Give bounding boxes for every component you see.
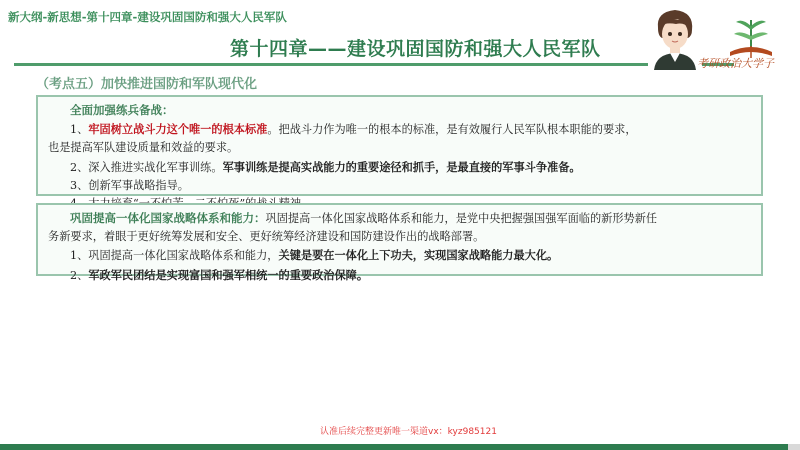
item-number: 2、 bbox=[70, 268, 89, 282]
section-title: （考点五）加快推进国防和军队现代化 bbox=[36, 77, 258, 92]
list-item: 3、创新军事战略指导。 bbox=[70, 178, 189, 192]
bold-text: 军政军民团结是实现富国和强军相统一的重要政治保障。 bbox=[88, 267, 369, 282]
list-item bbox=[48, 158, 753, 177]
title-underline bbox=[14, 63, 734, 66]
list-item bbox=[48, 120, 753, 139]
item-text: 2、深入推进实战化军事训练。 bbox=[70, 160, 223, 174]
video-progress-bar[interactable] bbox=[0, 444, 800, 450]
content-box-strategy bbox=[36, 203, 763, 282]
box-heading-text: 巩固提高一体化国家战略体系和能力： bbox=[70, 211, 266, 225]
logo-text: 考研政治大学子 bbox=[697, 57, 774, 70]
watermark-text: 认准后续完整更新唯一渠道vx：kyz985121 bbox=[320, 427, 497, 437]
progress-fill bbox=[0, 444, 788, 450]
item-number: 1、 bbox=[70, 123, 89, 137]
intro-continuation: 务新要求，着眼于更好统筹发展和安全、更好统筹经济建设和国防建设作出的战略部署。 bbox=[48, 230, 485, 244]
box-heading-text: 全面加强练兵备战： bbox=[70, 103, 174, 117]
highlight-red-text: 牢固树立战斗力这个唯一的根本标准 bbox=[88, 122, 268, 137]
bold-text: 军事训练是提高实战能力的重要途径和抓手，是最直接的军事斗争准备。 bbox=[222, 159, 581, 174]
box-heading bbox=[48, 101, 753, 120]
content-box-training bbox=[36, 95, 763, 196]
avatar bbox=[648, 6, 702, 70]
chapter-title: 第十四章——建设巩固国防和强大人民军队 bbox=[230, 38, 601, 60]
intro-text: 巩固提高一体化国家战略体系和能力，是党中央把握强国强军面临的新形势新任 bbox=[265, 212, 658, 225]
list-item bbox=[48, 246, 753, 265]
breadcrumb: 新大纲-新思想-第十四章-建设巩固国防和强大人民军队 bbox=[8, 10, 287, 24]
item-text: 。把战斗力作为唯一的根本的标准，是有效履行人民军队根本职能的要求， bbox=[267, 123, 637, 137]
item-text: 1、巩固提高一体化国家战略体系和能力， bbox=[70, 249, 279, 263]
list-item bbox=[48, 266, 753, 285]
bold-text: 关键是要在一体化上下功夫，实现国家战略能力最大化。 bbox=[278, 248, 559, 263]
list-item-continuation: 也是提高军队建设质量和效益的要求。 bbox=[48, 141, 239, 155]
box-intro bbox=[48, 209, 753, 228]
